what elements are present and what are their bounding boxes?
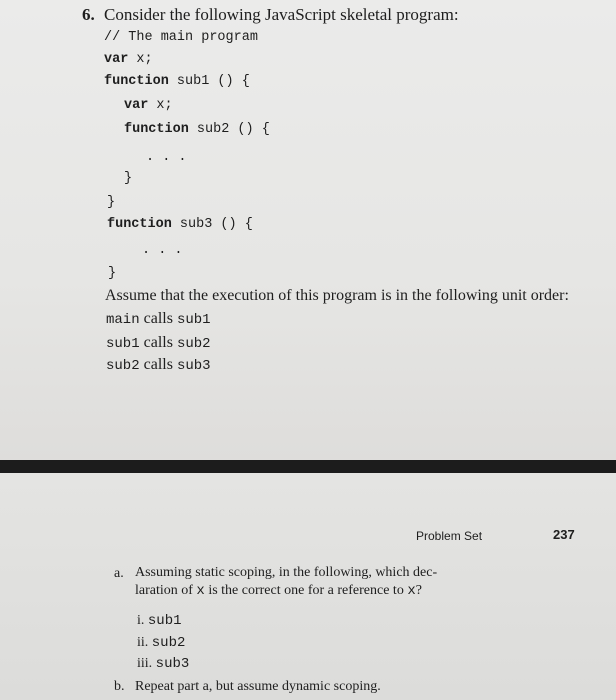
page-divider xyxy=(0,460,616,473)
call-line-2 xyxy=(106,334,211,352)
call-verb: calls xyxy=(143,356,173,373)
call-verb: calls xyxy=(143,334,173,351)
text: laration of xyxy=(135,583,197,598)
code-line-sub1 xyxy=(104,74,250,89)
keyword-var: var xyxy=(124,98,149,113)
callee: sub2 xyxy=(176,336,211,352)
caller: main xyxy=(106,312,140,328)
code-line-sub3 xyxy=(107,217,253,232)
sub2-signature: sub2 () { xyxy=(196,122,270,137)
option-iii xyxy=(137,656,189,672)
caller: sub2 xyxy=(106,358,140,374)
option-i xyxy=(137,613,182,629)
var-x-ref: x xyxy=(407,583,416,599)
code-close-sub3: } xyxy=(108,266,117,281)
part-a-line2 xyxy=(135,583,422,599)
sub3-signature: sub3 () { xyxy=(179,217,253,232)
part-a-line1: Assuming static scoping, in the following, which dec- xyxy=(135,565,438,580)
code-line-sub2 xyxy=(124,122,270,137)
page-number: 237 xyxy=(553,527,575,542)
option-roman: i. xyxy=(137,613,145,628)
call-line-1 xyxy=(106,310,211,328)
code-ellipsis-sub2: . . . xyxy=(146,150,187,165)
text: ? xyxy=(415,583,422,598)
call-line-3 xyxy=(106,356,211,374)
option-roman: iii. xyxy=(137,656,153,671)
code-comment: // The main program xyxy=(104,30,258,45)
option-value: sub1 xyxy=(147,613,182,629)
var-x-ref: x xyxy=(196,583,205,599)
execution-intro: Assume that the execution of this program is in the following unit order: xyxy=(105,287,569,304)
callee: sub3 xyxy=(176,358,211,374)
keyword-function: function xyxy=(107,217,172,232)
option-value: sub3 xyxy=(155,656,190,672)
code-close-sub1: } xyxy=(107,195,116,210)
part-b-label: b. xyxy=(114,679,125,694)
question-prompt: Consider the following JavaScript skeletal program: xyxy=(104,5,459,24)
running-header-section: Problem Set xyxy=(416,529,483,543)
call-verb: calls xyxy=(143,310,173,327)
keyword-function: function xyxy=(104,74,169,89)
caller: sub1 xyxy=(106,336,140,352)
part-a-label: a. xyxy=(114,566,124,581)
var-x: x; xyxy=(136,52,153,67)
option-value: sub2 xyxy=(151,635,186,651)
option-roman: ii. xyxy=(137,635,149,650)
keyword-var: var xyxy=(104,52,129,67)
code-ellipsis-sub3: . . . xyxy=(142,243,183,258)
sub1-signature: sub1 () { xyxy=(176,74,250,89)
text: is the correct one for a reference to xyxy=(204,583,408,598)
code-line-var xyxy=(104,52,153,67)
part-b-text: Repeat part a, but assume dynamic scoping. xyxy=(135,679,381,694)
code-line-inner-var xyxy=(124,98,173,113)
question-number: 6. xyxy=(82,5,95,24)
inner-var-x: x; xyxy=(156,98,173,113)
option-ii xyxy=(137,635,185,651)
code-close-sub2: } xyxy=(124,171,133,186)
keyword-function: function xyxy=(124,122,189,137)
callee: sub1 xyxy=(176,312,211,328)
